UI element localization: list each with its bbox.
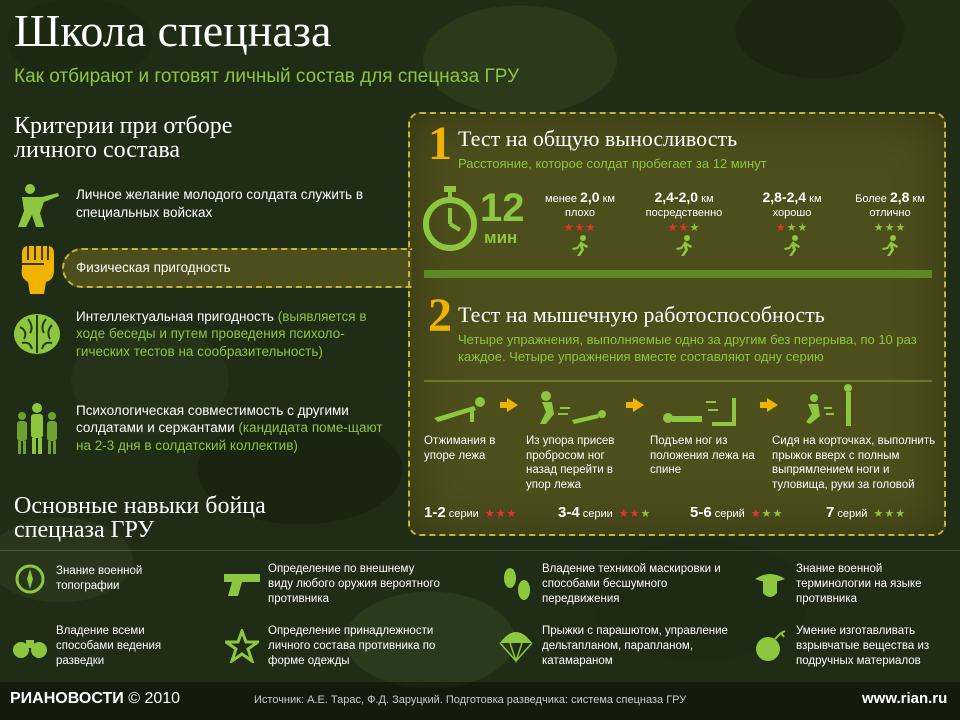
series-2: 3-4 серии ★★★ (558, 504, 652, 521)
stopwatch-icon (422, 184, 478, 254)
arrow-right-icon (633, 398, 644, 412)
series-1: 1-2 серии ★★★ (424, 504, 518, 521)
runner-icon (636, 235, 732, 261)
green-star-icon: ★ (884, 221, 896, 234)
grade-label: плохо (565, 207, 595, 220)
skill-parachute: Прыжки с парашютом, управление дельтапланом, парапланом, катамараном (496, 624, 736, 669)
green-star-icon: ★ (873, 221, 885, 234)
green-star-icon: ★ (895, 221, 907, 234)
test2-subtitle: Четыре упражнения, выполняемые одно за другим без перерыва, по 10 раз каждое. Четыре упражнения вместе составляют одну серию (458, 332, 917, 364)
exercise-1-label: Отжимания в упоре лежа (424, 435, 496, 462)
red-star-icon: ★ (563, 221, 575, 234)
criterion-physical: Физическая пригодность (12, 240, 392, 296)
green-star-icon: ★ (797, 221, 809, 234)
criteria-title: Критерии при отборе личного состава (14, 113, 233, 164)
grade-label: хорошо (772, 207, 812, 220)
skills-divider (0, 550, 960, 551)
grade-2: 2,4-2,0 км посредственно ★★★ (636, 188, 732, 261)
red-star-icon: ★ (495, 508, 507, 520)
skill-uniform-recognition: Определение принадлежности личного состава противника по форме одежды (222, 624, 462, 669)
criterion-intellectual: Интеллектуальная пригодность (выявляется в ходе беседы и путем проведения психоло-гических тестов на сообразительность) (12, 306, 392, 362)
test1-number: 1 (428, 117, 452, 170)
grade-label: посредственно (645, 207, 723, 220)
skill-weapon-recognition: Определение по внешнему виду любого оружия вероятного противника (222, 562, 442, 607)
parachute-icon (496, 627, 536, 665)
green-star-icon: ★ (786, 221, 798, 234)
test2-title: Тест на мышечную работоспособность (458, 302, 825, 327)
grade-4: Более 2,8 км отлично ★★★ (842, 188, 938, 261)
timer-value: 12 (480, 186, 525, 230)
brand-logo: РИАНОВОСТИ © 2010 (10, 690, 181, 707)
red-star-icon: ★ (484, 508, 496, 520)
green-star-icon: ★ (884, 508, 896, 520)
exercise-4-label: Сидя на корточках, выполнить прыжок вверх с полным выпрямлением ноги и туловища, руки за головой (772, 435, 936, 492)
skill-terminology: Знание военной терминологии на языке противника (750, 562, 950, 607)
test1-subtitle: Расстояние, которое солдат пробегает за 12 минут (458, 156, 767, 171)
green-star-icon: ★ (761, 508, 773, 520)
grade-3: 2,8-2,4 км хорошо ★★★ (744, 188, 840, 261)
star-icon (222, 629, 262, 663)
fist-icon (12, 240, 62, 296)
footprints-icon (496, 566, 536, 602)
jump-icon (800, 382, 860, 433)
binoculars-icon (10, 632, 50, 660)
test1-title: Тест на общую выносливость (458, 126, 738, 151)
red-star-icon: ★ (678, 221, 690, 234)
skill-topography: Знание военной топографии (10, 564, 200, 594)
soldier-icon (12, 176, 62, 232)
timer-unit: мин (484, 228, 518, 247)
leg-raise-icon (660, 392, 740, 433)
skills-title: Основные навыки бойца спецназа ГРУ (14, 493, 266, 544)
criterion-psychological: Психологическая совместимость с другими солдатами и сержантами (кандидата поме-щают на 2-3 дня в солдатский коллектив) (12, 400, 392, 456)
red-star-icon: ★ (618, 508, 630, 520)
green-star-icon: ★ (689, 221, 701, 234)
exercise-3-label: Подъем ног из положения лежа на спине (650, 435, 755, 477)
bomb-icon (750, 629, 790, 663)
test2-number: 2 (428, 289, 452, 342)
green-star-icon: ★ (895, 508, 907, 520)
green-star-icon: ★ (873, 508, 885, 520)
divider-1 (424, 270, 932, 278)
grade-label: отлично (869, 207, 911, 220)
skill-camouflage: Владение техникой маскировки и способами бесшумного передвижения (496, 562, 736, 607)
exercise-2-label: Из упора присев пробросом ног назад перейти в упор лежа (526, 435, 615, 492)
group-icon (12, 400, 62, 456)
pushup-icon (430, 390, 490, 431)
red-star-icon: ★ (775, 221, 787, 234)
skill-explosives: Умение изготавливать взрывчатые вещества из подручных материалов (750, 624, 950, 669)
green-star-icon: ★ (772, 508, 784, 520)
series-4: 7 серий ★★★ (826, 504, 907, 521)
red-star-icon: ★ (750, 508, 762, 520)
runner-icon (744, 235, 840, 261)
red-star-icon: ★ (629, 508, 641, 520)
red-star-icon: ★ (585, 221, 597, 234)
pistol-icon (222, 570, 262, 598)
red-star-icon: ★ (574, 221, 586, 234)
page-subtitle: Как отбирают и готовят личный состав для спецназа ГРУ (14, 66, 520, 87)
series-3: 5-6 серий ★★★ (690, 504, 784, 521)
grade-1: менее 2,0 км плохо ★★★ (532, 188, 628, 261)
arrow-right-icon (767, 398, 778, 412)
arrow-right-icon (507, 398, 518, 412)
tongue-icon (750, 567, 790, 601)
red-star-icon: ★ (667, 221, 679, 234)
brain-icon (12, 306, 62, 362)
burpee-icon (536, 388, 608, 433)
green-star-icon: ★ (640, 508, 652, 520)
page-title: Школа спецназа (14, 5, 332, 56)
runner-icon (842, 235, 938, 261)
skill-reconnaissance: Владение всеми способами ведения разведки (10, 624, 200, 669)
compass-icon (10, 564, 50, 594)
criterion-desire: Личное желание молодого солдата служить в специальных войсках (12, 176, 392, 232)
site-url[interactable]: www.rian.ru (862, 690, 948, 707)
runner-icon (532, 235, 628, 261)
red-star-icon: ★ (506, 508, 518, 520)
source-text: Источник: А.Е. Тарас, Ф.Д. Заруцкий. Подготовка разведчика: система спецназа ГРУ (254, 694, 687, 706)
